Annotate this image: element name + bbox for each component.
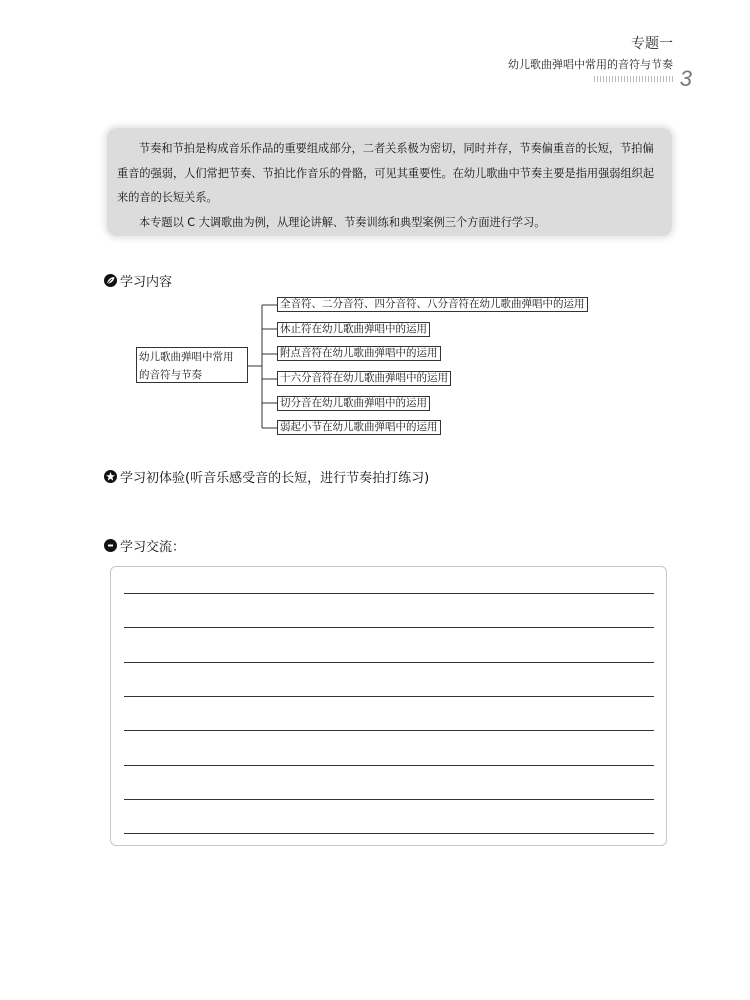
branch-box-5: 切分音在幼儿歌曲弹唱中的运用: [277, 396, 430, 411]
first-experience-title: 学习初体验(听音乐感受音的长短，进行节奏拍打练习): [120, 471, 430, 486]
root-line-1: 幼儿歌曲弹唱中常用: [139, 351, 234, 363]
writing-line: [124, 593, 654, 594]
learning-content-heading: [104, 271, 172, 290]
first-experience-heading: [104, 467, 429, 486]
branch-box-1: 全音符、二分音符、四分音符、八分音符在幼儿歌曲弹唱中的运用: [277, 297, 588, 312]
writing-line: [124, 799, 654, 800]
writing-line: [124, 730, 654, 731]
page-number: 3: [679, 66, 692, 91]
branch-box-2: 休止符在幼儿歌曲弹唱中的运用: [277, 322, 430, 337]
header-hatch-decoration: [594, 76, 674, 82]
writing-line: [124, 833, 654, 834]
writing-line: [124, 627, 654, 628]
intro-box: [107, 128, 672, 236]
leaf-circle-icon: [104, 274, 117, 287]
branch-box-3: 附点音符在幼儿歌曲弹唱中的运用: [277, 346, 441, 361]
dot-circle-icon: [104, 539, 117, 552]
star-circle-icon: [104, 470, 117, 483]
intro-paragraph-1: 节奏和节拍是构成音乐作品的重要组成部分，二者关系极为密切，同时并存，节奏偏重音的长短，节拍偏重音的强弱，人们常把节奏、节拍比作音乐的骨骼，可见其重要性。在幼儿歌曲中节奏主要是指用强弱组织起来的音的长短关系。: [117, 142, 655, 204]
intro-paragraph-2: 本专题以 C 大调歌曲为例，从理论讲解、节奏训练和典型案例三个方面进行学习。: [139, 215, 546, 229]
structure-root-box: [136, 347, 248, 383]
header-topic: 专题一: [631, 36, 673, 52]
writing-line: [124, 662, 654, 663]
exchange-title: 学习交流：: [120, 540, 186, 555]
learning-content-title: 学习内容: [120, 275, 173, 290]
header-subtitle: 幼儿歌曲弹唱中常用的音符与节奏: [508, 58, 673, 71]
writing-line: [124, 765, 654, 766]
root-line-2: 的音符与节奏: [139, 369, 202, 381]
branch-box-4: 十六分音符在幼儿歌曲弹唱中的运用: [277, 371, 451, 386]
writing-lines-box: [110, 566, 667, 846]
branch-box-6: 弱起小节在幼儿歌曲弹唱中的运用: [277, 420, 441, 435]
writing-line: [124, 696, 654, 697]
exchange-heading: [104, 536, 185, 555]
